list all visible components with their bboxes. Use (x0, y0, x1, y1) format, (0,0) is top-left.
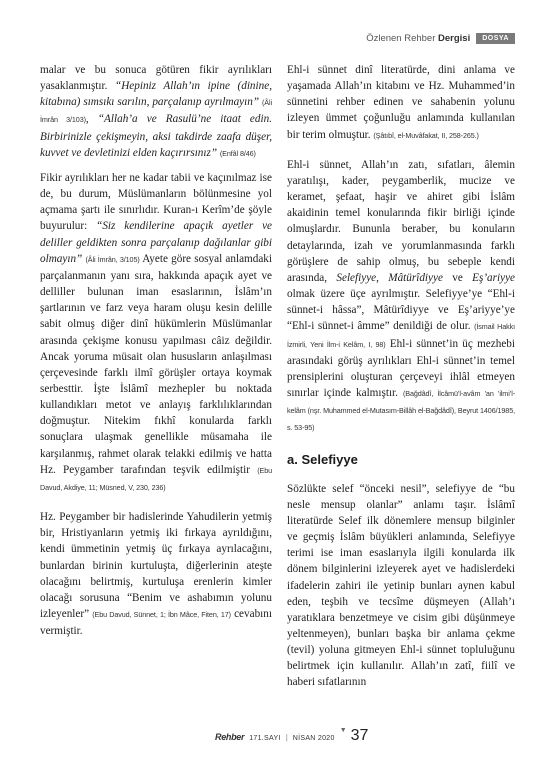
page-number: 37 (350, 727, 369, 744)
italic-term: Selefiyye, Mâtürîdiyye (336, 271, 443, 284)
body-text: Sözlükte selef “önceki nesil”, selefiyye de “bu nesle mensup olanlar” anlamı taşır. İslâmî literatürde Selef ilk dönemlere mensup bilginler ve geçmiş İslâm büyükleri anlamında, Selefiyye terimi ise iman esaslarıyla ilgili konularda ilk dönem bilginlerini izleyerek ayet ve hadislerdeki ifadelerin zahiri ile yetinip bunları aynen kabul eden, teşbih ve tecsîme düşmeyen (Allah’ı yaratıklara benzetmeye ve cisim gibi düşünmeye yeltenmeyen), bunları başka bir anlama çekme (tevil) yoluna gitmeyen Ehl-i sünnet topluluğunu belirtmek için kullanılır. Allah’ın zatî, fiilî ve haberi sıfatlarının (287, 482, 515, 689)
body-text: Hz. Peygamber bir hadislerinde Yahudilerin yetmiş bir, Hristiyanların yetmiş iki fırkaya ayrıldığını, kendi ümmetinin yetmiş üç fırkaya ayrılacağını, bunlardan birinin kurtuluşta, diğerlerinin ateşte olacağını belirtmiş, kurtuluşa erenlerin kimler olacağı sorusuna “Benim ve ashabımın yolunu izleyenler” (40, 511, 272, 620)
quran-quote: “Allah’a ve Rasulü’ne itaat edin. Birbirinizle çekişmeyin, aksi takdirde zaafa düşer, kuvvet ve devletinizi elden kaçırırsınız” (40, 113, 272, 159)
magazine-logo: Rehber (215, 732, 245, 742)
corner-arrow-icon: ▼ (339, 727, 347, 734)
section-heading: a. Selefiyye (287, 452, 358, 468)
italic-term: Eş’ariyye (472, 271, 516, 284)
quran-quote: “Siz kendilerine apaçık ayetler ve deliller geldikten sonra parçalanıp dağılanlar gibi olmayın” (40, 220, 272, 265)
citation: (Enfâl 8/46) (219, 148, 256, 158)
body-text: Ehl-i sünnet’in üç mezhebi arasındaki görüş ayrılıkları Ehl-i sünnet’in temel prensiplerini oluşturan çerçeveyi ihlâl etmeyen sınırlar içinde kalmıştır. (287, 337, 515, 399)
page-footer (215, 727, 368, 749)
body-text: ve (442, 271, 473, 284)
body-text: Ehl-i sünnet, Allah’ın zatı, sıfatları, âlemin yaratılışı, kader, peygamberlik, mucize ve keramet, şefaat, haşir ve ahiret gibi İslâm akaidinin temel konularında fikir birliği içinde olmuşlardır. Bununla beraber, bu konuların detaylarında, izah ve yorumlanmasında farklı görüşlere de sahip olmuş, bu sebeple kendi arasında, (287, 158, 515, 284)
publication-title-bold: Dergisi (438, 32, 471, 44)
citation: (Âli İmrân 3/103) (40, 98, 272, 125)
body-text: Fikir ayrılıkları her ne kadar tabii ve kaçınılmaz ise de, bu durum, Müslümanların bölünmesine yol açmama şartı ile sınırlıdır. Kuran-ı Kerîm’de şöyle buyurulur: (40, 171, 272, 233)
citation: (Şâtıbî, el-Muvâfakat, II, 258-265.) (373, 130, 479, 140)
issue-date: NİSAN 2020 (292, 735, 335, 742)
body-text: olmak üzere üçe ayrılmıştır. Selefiyye’ye “Ehl-i sünnet-i hâssa”, Mâtürîdiyye ve Eş’ariyye’ye “Ehl-i sünnet-i âmme” denildiği de olur. (287, 288, 515, 333)
paragraph (40, 170, 272, 496)
left-column (40, 62, 272, 652)
citation: (İsmail Hakkı İzmirli, Yeni İlm-i Kelâm, I, 98) (287, 322, 515, 349)
publication-name (366, 33, 470, 44)
quran-quote: “Hepiniz Allah’ın ipine (dinine, kitabına) sımsıkı sarılın, parçalanıp ayrılmayın” (40, 80, 272, 109)
body-text: , (85, 113, 98, 126)
publication-title: Özlenen Rehber (366, 32, 436, 44)
paragraph (40, 62, 272, 162)
paragraph (287, 481, 515, 691)
section-tag: DOSYA (476, 33, 515, 44)
citation: (Âli İmrân, 3/105) (85, 254, 140, 264)
footer-separator: | (285, 733, 288, 742)
paragraph (287, 157, 515, 437)
paragraph (287, 62, 515, 144)
body-text: cevabını vermiştir. (40, 608, 272, 638)
citation: (Ebu Davud, Sünnet, 1; İbn Mâce, Fiten, 17) (92, 610, 231, 619)
issue-number: 171.SAYI (249, 735, 281, 742)
body-text: Ehl-i sünnet dinî literatürde, dini anlama ve yaşamada Allah’ın kitabını ve Hz. Muhammed’in sünnetini rehber edinen ve sahabenin yolunu izleyen ümmet çoğunluğu anlamında kullanılan bir terim olmuştur. (287, 64, 515, 141)
citation: (Ebu Davud, Akdiye, 11; Müsned, V, 230, 236) (40, 465, 272, 492)
body-text: malar ve bu sonuca götüren fikir ayrılıkları yasaklanmıştır. (40, 64, 272, 93)
body-text: Ayete göre sosyal anlamdaki parçalanmanın yanı sıra, hakkında apaçık ayet ve delliller bulunan iman esaslarının, İslâm’ın şartlarının ve farz veya haram oluşu kesin delille sabit olmuş diğer dinî hükümlerin Müslümanlar arasında çekişme konusu yapılması câiz değildir. Ancak yoruma müsait olan hususların anlaşılması çerçevesinde farklı ilmî görüşler ortaya koymak serbesttir. İşte İslâmî mezhepler bu noktada kullandıkları metot ve anlayış farklılıklarından doğmuştur. Nitekim fıkhî konularda farklı sonuçlara ulaşmak genellikle müsamaha ile karşılanmış, rahmet olarak telakki edilmiş ve hatta Hz. Peygamber tarafından teşvik edilmiştir (40, 252, 272, 476)
page-header (366, 31, 515, 45)
citation: (Bağdâdî, İlcâmü’l-avâm ’an ’ilmi’l-kelâm (nşr. Muhammed el-Mutasım-Billâh el-Bağdâdî), Beyrut 1406/1985, s. 53-95) (287, 388, 515, 433)
right-column (287, 62, 515, 704)
paragraph (40, 509, 272, 639)
